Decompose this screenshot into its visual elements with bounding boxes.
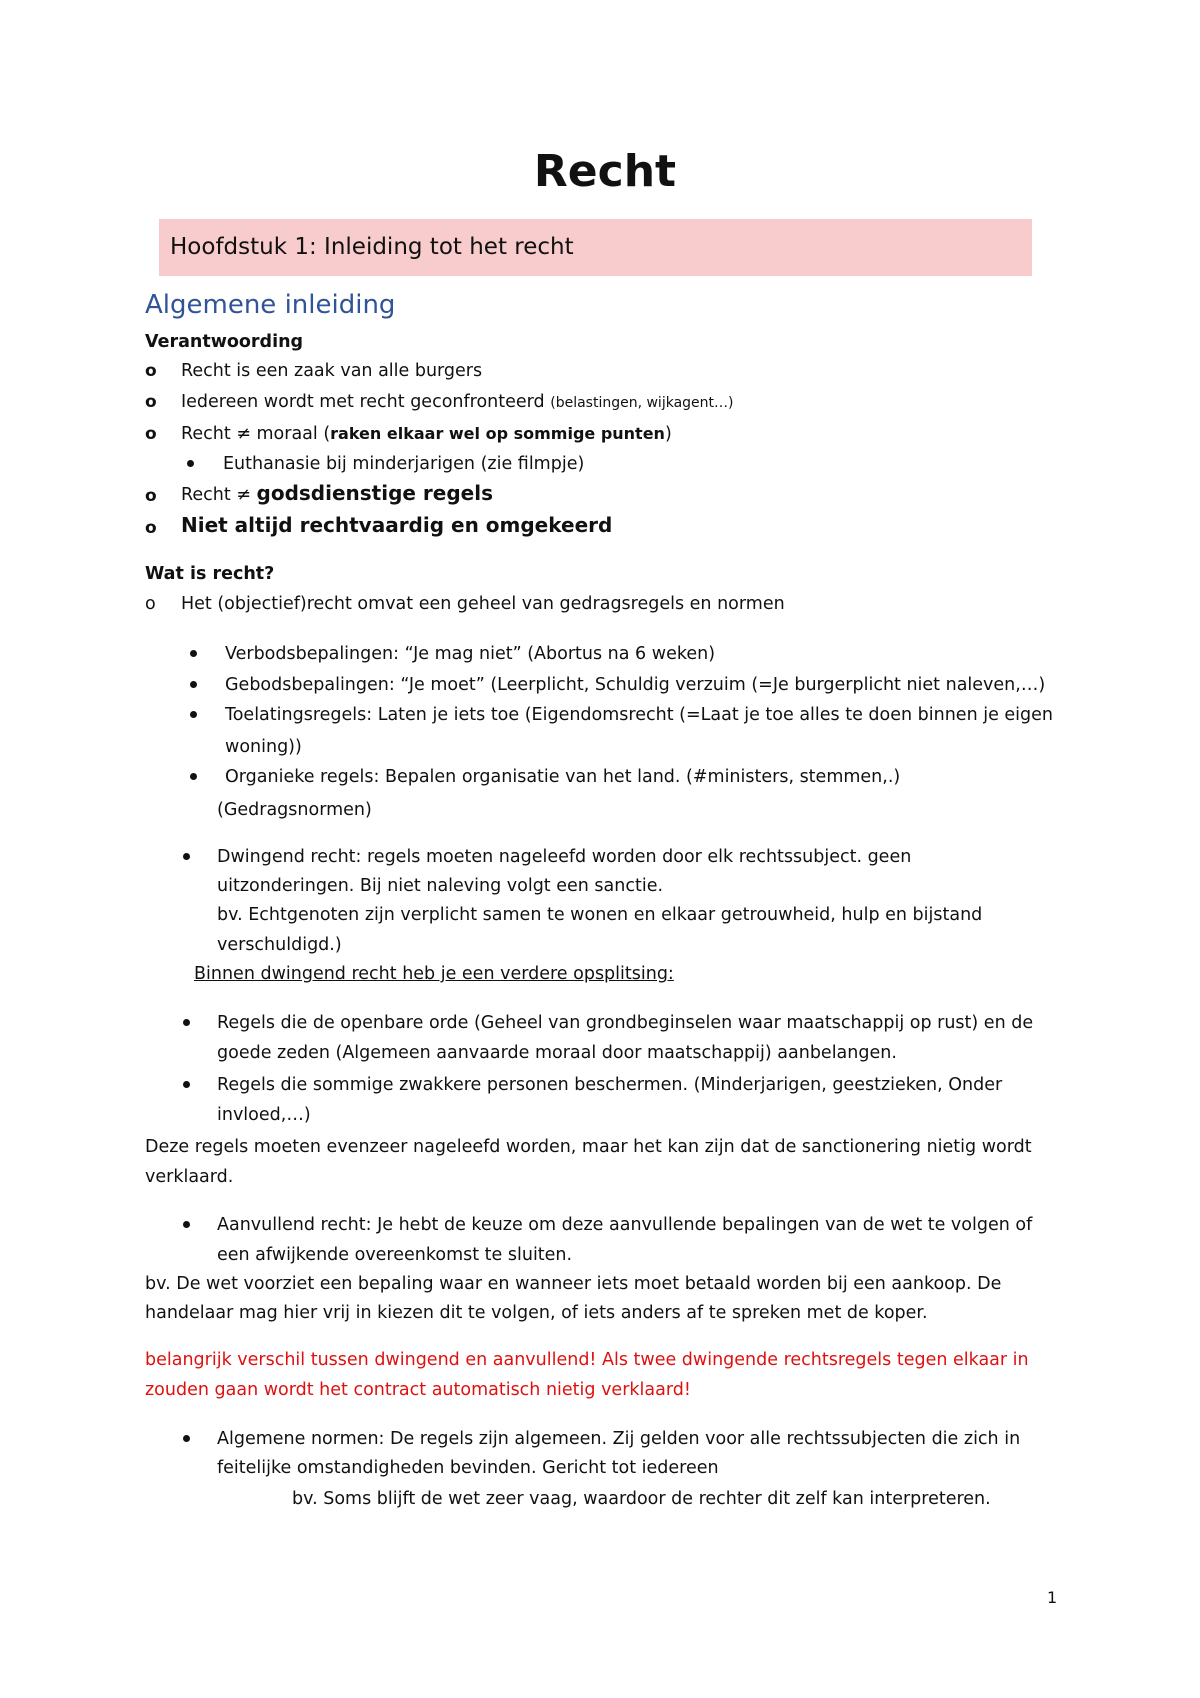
bullet-dot: [183, 1221, 190, 1228]
bullet-dot: [190, 711, 197, 718]
text-line: feitelijke omstandigheden bevinden. Gericht tot iedereen: [217, 1458, 719, 1478]
bullet-dot: [190, 773, 197, 780]
text-line: invloed,…): [217, 1105, 311, 1125]
highlight-note: zouden gaan wordt het contract automatisch nietig verklaard!: [145, 1380, 691, 1400]
bullet-dot: [183, 1435, 190, 1442]
example-line: bv. Soms blijft de wet zeer vaag, waardoor de rechter dit zelf kan interpreteren.: [292, 1489, 991, 1509]
bullet-dot: [190, 650, 197, 657]
list-item: Verbodsbepalingen: “Je mag niet” (Abortus na 6 weken): [225, 644, 716, 664]
bullet-dot: [183, 1019, 190, 1026]
list-item: Recht ≠ moraal (raken elkaar wel op sommige punten): [181, 424, 672, 444]
list-item: Gebodsbepalingen: “Je moet” (Leerplicht, Schuldig verzuim (=Je burgerplicht niet naleven,…): [225, 675, 1046, 695]
list-item: Recht ≠ godsdienstige regels: [181, 481, 493, 505]
list-item: Iedereen wordt met recht geconfronteerd (belastingen, wijkagent…): [181, 392, 734, 412]
list-item: Aanvullend recht: Je hebt de keuze om deze aanvullende bepalingen van de wet te volgen of: [217, 1215, 1033, 1235]
bullet-marker: o: [145, 392, 157, 412]
list-item: Het (objectief)recht omvat een geheel van gedragsregels en normen: [181, 594, 785, 614]
subheading-opsplitsing: Binnen dwingend recht heb je een verdere opsplitsing:: [194, 964, 674, 984]
list-item-continuation: woning)): [225, 737, 302, 757]
list-item: Algemene normen: De regels zijn algemeen. Zij gelden voor alle rechtssubjecten die zich in: [217, 1429, 1021, 1449]
text-line: uitzonderingen. Bij niet naleving volgt een sanctie.: [217, 876, 664, 896]
bullet-dot: [187, 460, 194, 467]
bullet-dot: [183, 1081, 190, 1088]
document-title: Recht: [533, 146, 677, 197]
list-item: Dwingend recht: regels moeten nageleefd worden door elk rechtssubject. geen: [217, 847, 912, 867]
subheading-wat-is-recht: Wat is recht?: [145, 564, 275, 584]
list-item: Toelatingsregels: Laten je iets toe (Eigendomsrecht (=Laat je toe alles te doen binnen je eigen: [225, 705, 1054, 725]
paragraph-line: handelaar mag hier vrij in kiezen dit te volgen, of iets anders af te spreken met de koper.: [145, 1303, 928, 1323]
paragraph-line: verklaard.: [145, 1167, 234, 1187]
list-item: Regels die de openbare orde (Geheel van grondbeginselen waar maatschappij op rust) en de: [217, 1013, 1034, 1033]
chapter-heading: Hoofdstuk 1: Inleiding tot het recht: [170, 234, 574, 260]
text-line: verschuldigd.): [217, 935, 342, 955]
paragraph-line: bv. De wet voorziet een bepaling waar en wanneer iets moet betaald worden bij een aankoop. De: [145, 1274, 1002, 1294]
note-gedragsnormen: (Gedragsnormen): [217, 800, 372, 820]
bullet-marker: o: [145, 518, 157, 538]
list-item: Niet altijd rechtvaardig en omgekeerd: [181, 513, 613, 537]
bullet-marker: o: [145, 594, 156, 614]
subheading-verantwoording: Verantwoording: [145, 332, 304, 352]
chapter-heading-box: [159, 219, 1032, 276]
paragraph-line: Deze regels moeten evenzeer nageleefd worden, maar het kan zijn dat de sanctionering nietig wordt: [145, 1137, 1032, 1157]
page-number: 1: [1047, 1588, 1058, 1607]
bullet-marker: o: [145, 361, 157, 381]
list-item: Euthanasie bij minderjarigen (zie filmpje): [223, 454, 585, 474]
bullet-marker: o: [145, 486, 157, 506]
bullet-dot: [190, 681, 197, 688]
list-item: Recht is een zaak van alle burgers: [181, 361, 483, 381]
text-line: bv. Echtgenoten zijn verplicht samen te wonen en elkaar getrouwheid, hulp en bijstand: [217, 905, 983, 925]
bullet-marker: o: [145, 424, 157, 444]
list-item: Regels die sommige zwakkere personen beschermen. (Minderjarigen, geestzieken, Onder: [217, 1075, 1003, 1095]
bullet-dot: [183, 853, 190, 860]
section-heading: Algemene inleiding: [145, 290, 396, 320]
highlight-note: belangrijk verschil tussen dwingend en aanvullend! Als twee dwingende rechtsregels tegen elkaar in: [145, 1350, 1029, 1370]
text-line: een afwijkende overeenkomst te sluiten.: [217, 1245, 573, 1265]
list-item: Organieke regels: Bepalen organisatie van het land. (#ministers, stemmen,.): [225, 767, 901, 787]
text-line: goede zeden (Algemeen aanvaarde moraal door maatschappij) aanbelangen.: [217, 1043, 897, 1063]
